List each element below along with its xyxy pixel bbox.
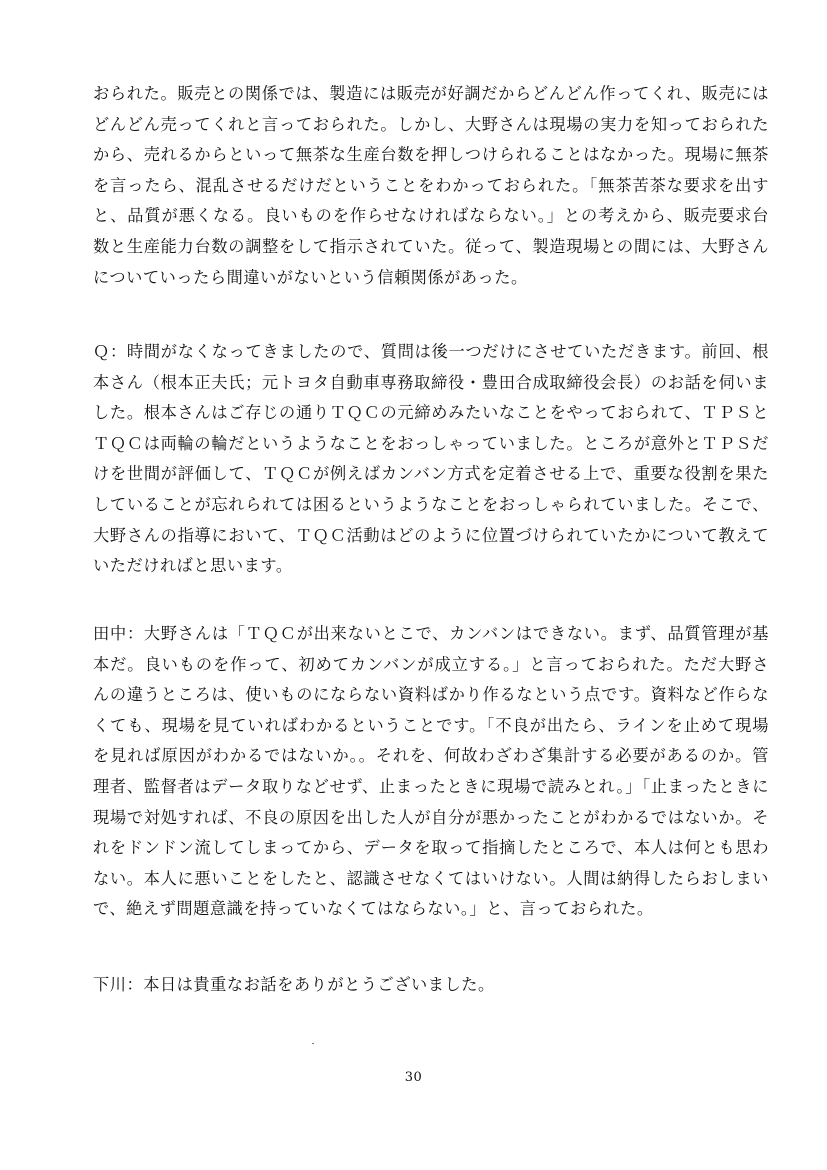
paragraph-question-tqc: Ｑ：時間がなくなってきましたので、質問は後一つだけにさせていただきます。前回、根本さん（根本正夫氏；元トヨタ自動車専務取締役・豊田合成取締役会長）のお話を伺いました。根本さんはご存じの通りＴＱＣの元締めみたいなことをやっておられて、ＴＰＳとＴＱＣは両輪の輪だというようなことをおっしゃっていました。ところが意外とＴＰＳだけを世間が評価して、ＴＱＣが例えばカンバン方式を定着させる上で、重要な役割を果たしていることが忘れられては困るというようなことをおっしゃられていました。そこで、大野さんの指導において、ＴＱＣ活動はどのように位置づけられていたかについて教えていただければと思います。 xyxy=(93,342,769,576)
paragraph-production-sales: おられた。販売との関係では、製造には販売が好調だからどんどん作ってくれ、販売にはどんどん売ってくれと言っておられた。しかし、大野さんは現場の実力を知っておられたから、売れるからといって無茶な生産台数を押しつけられることはなかった。現場に無茶を言ったら、混乱させるだけだということをわかっておられた。「無茶苦茶な要求を出すと、品質が悪くなる。良いものを作らせなければならない。」との考えから、販売要求台数と生産能力台数の調整をして指示されていた。従って、製造現場との間には、大野さんについていったら間違いがないという信頼関係があった。 xyxy=(93,84,769,287)
paragraph-closing-shimokawa: 下川：本日は貴重なお話をありがとうございました。 xyxy=(93,975,495,994)
page-number: 30 xyxy=(404,1070,423,1085)
scan-speck xyxy=(312,1043,314,1044)
paragraph-answer-tanaka: 田中：大野さんは「ＴＱＣが出来ないとこで、カンバンはできない。まず、品質管理が基本だ。良いものを作って、初めてカンバンが成立する。」と言っておられた。ただ大野さんの違うところは、使いものにならない資料ばかり作るなという点です。資料など作らなくても、現場を見ていればわかるということです。「不良が出たら、ラインを止めて現場を見れば原因がわかるではないか。。それを、何故わざわざ集計する必要があるのか。管理者、監督者はデータ取りなどせず、止まったときに現場で読みとれ。」「止まったときに現場で対処すれば、不良の原因を出した人が自分が悪かったことがわかるではないか。それをドンドン流してしまってから、データを取って指摘したところで、本人は何とも思わない。本人に悪いことをしたと、認識させなくてはいけない。人間は納得したらおしまいで、絶えず問題意識を持っていなくてはならない。」と、言っておられた。 xyxy=(93,624,769,919)
